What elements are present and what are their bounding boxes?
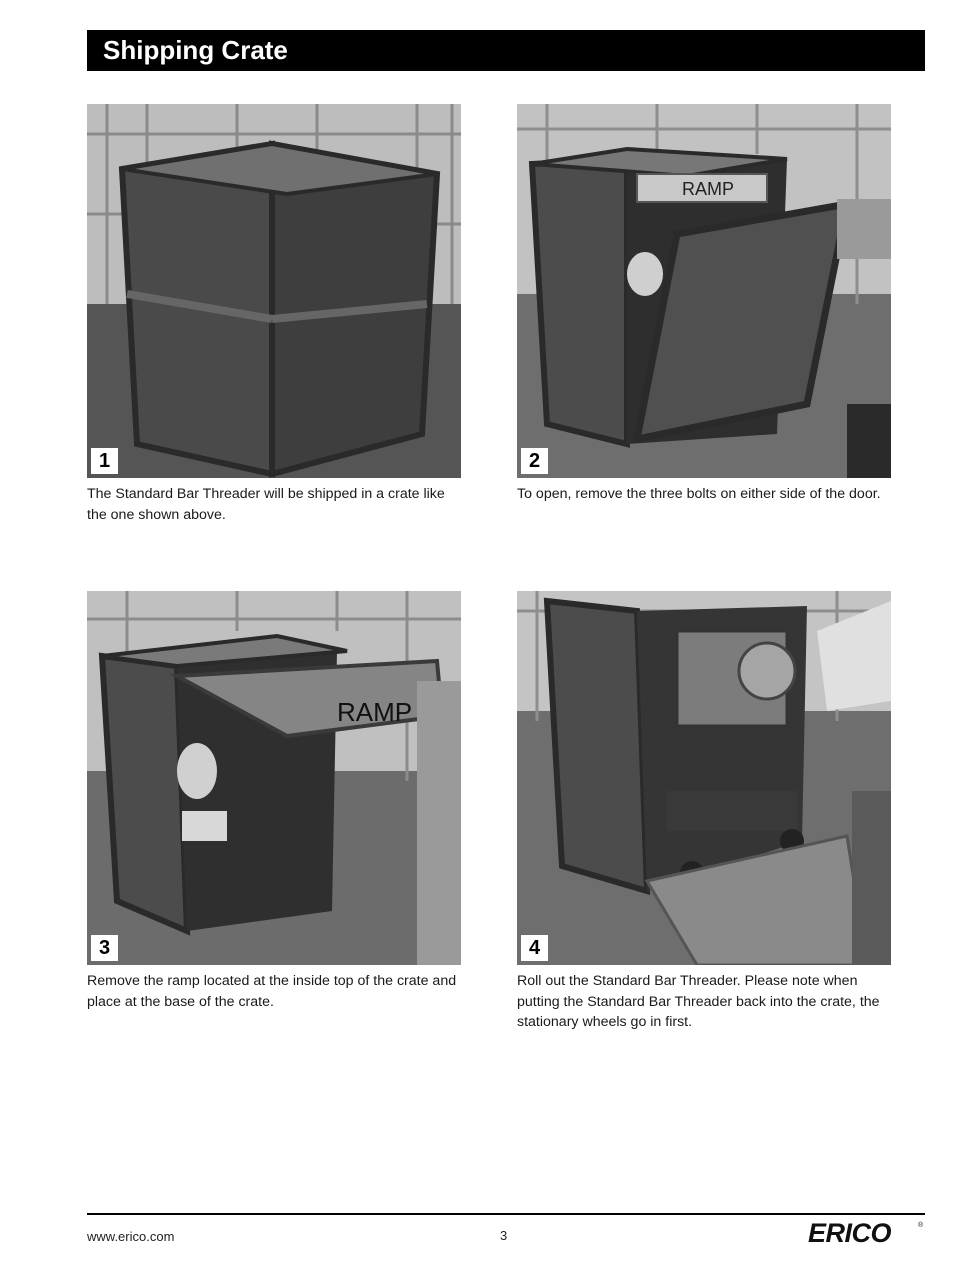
step-4-caption: Roll out the Standard Bar Threader. Please note when putting the Standard Bar Threader back into the crate, the stationary wheels go in first. — [517, 973, 880, 1030]
ramp-removal-image — [87, 591, 461, 965]
page-title: Shipping Crate — [87, 30, 925, 71]
crate-door-open-image — [517, 104, 891, 478]
photo-step-2 — [517, 104, 891, 478]
step-number-badge: 3 — [91, 935, 118, 961]
ramp-label: RAMP — [682, 179, 735, 199]
crate-closed-image — [87, 104, 461, 478]
threader-roll-out-image — [517, 591, 891, 965]
photo-step-3 — [87, 591, 461, 965]
footer-url[interactable]: www.erico.com — [87, 1229, 175, 1244]
erico-logo — [806, 1218, 926, 1246]
step-number-badge: 1 — [91, 448, 118, 474]
page-number: 3 — [500, 1228, 508, 1243]
footer-divider — [87, 1213, 925, 1215]
svg-text:ERICO: ERICO — [808, 1218, 892, 1246]
ramp-label: RAMP — [337, 697, 413, 727]
step-number-badge: 2 — [521, 448, 548, 474]
step-3-caption: Remove the ramp located at the inside top of the crate and place at the base of the crate. — [87, 973, 457, 1010]
step-1-caption: The Standard Bar Threader will be shipped in a crate like the one shown above. — [87, 486, 445, 523]
step-2-caption: To open, remove the three bolts on either side of the door. — [517, 486, 881, 502]
step-number-badge: 4 — [521, 935, 548, 961]
svg-text:®: ® — [918, 1222, 924, 1229]
photo-step-1 — [87, 104, 461, 478]
photo-step-4 — [517, 591, 891, 965]
